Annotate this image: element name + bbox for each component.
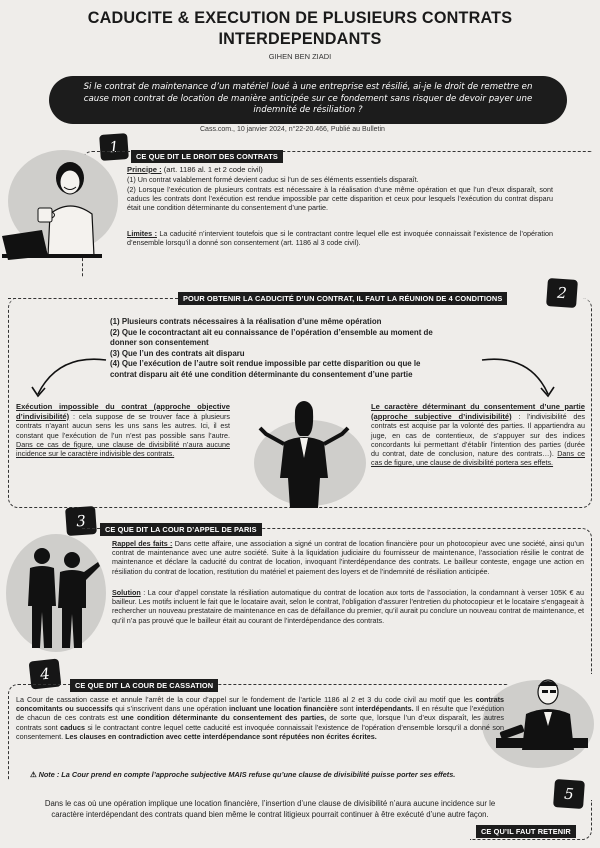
citation: Cass.com., 10 janvier 2024, n°22-20.466, Publié au Bulletin bbox=[200, 126, 385, 133]
section-number-5: 5 bbox=[553, 779, 585, 809]
section4-label: CE QUE DIT LA COUR DE CASSATION bbox=[70, 679, 218, 692]
judge-illustration bbox=[490, 674, 590, 764]
warning-icon: ⚠ bbox=[30, 770, 37, 779]
solution-paragraph: Solution : La cour d’appel constate la résiliation automatique du contrat de location aux torts de l’association, la condamnant à verser 105K € au bailleur. Les motifs incluent le fait que le locataire avait, selon le contrat, l’obligation d’assurer l’entretien du photocopieur et le locataire s’engageait à rechercher un nouveau prestataire de maintenance en cas de défaillance du premier, qu’il aurait pu conclure un nouveau contrat de maintenance, et qu’il n’a pas prouvé que le bailleur était au courant de l’interdépendance des contrats. bbox=[112, 587, 584, 625]
section-number-3: 3 bbox=[65, 506, 97, 536]
principe-heading: Principe : (art. 1186 al. 1 et 2 code civil) bbox=[127, 165, 263, 174]
cassation-paragraph: La Cour de cassation casse et annule l’arrêt de la cour d’appel sur le fondement de l’article 1186 al 2 et 3 du code civil au motif que les contrats concomitants ou successifs qui s’inscrivent dans une opération incluant une location financière sont interdépendants. Il en résulte que l’exécution de chacun de ces contrats est une condition déterminante du consentement des parties, de sorte que, lorsque l’un d’eux disparaît, les autres contrats sont caducs si le contractant contre lequel cette caducité est invoquée connaissait l’existence de l’opération d’ensemble lorsqu’il a donné son consentement. Les clauses en contradiction avec cette interdépendance sont réputées non écrites écrites. bbox=[16, 695, 505, 741]
principe-point-2: (2) Lorsque l’exécution de plusieurs contrats est nécessaire à la réalisation d’une même opération et que l’un d’eux disparaît, sont caducs les contrats dont l’exécution est rendue impossible par cette disparition et ceux pour lesquels l’exécution du contrat disparu était une condition déterminante du consentement d’une partie. bbox=[127, 184, 553, 213]
section3-label: CE QUE DIT LA COUR D’APPEL DE PARIS bbox=[100, 523, 262, 536]
section1-body bbox=[127, 165, 553, 247]
cassation-note: ⚠ Note : La Cour prend en compte l’approche subjective MAIS refuse qu’une clause de divisibilité puisse porter ses effets. bbox=[30, 770, 456, 779]
limites-paragraph: Limites : La caducité n’intervient toutefois que si le contractant contre lequel elle est invoquée connaissait l’existence de l’opération d’ensemble lorsqu’il a donné son consentement (art. 1186 al 3 code civil). bbox=[127, 228, 553, 247]
facts-paragraph: Rappel des faits : Dans cette affaire, une association a signé un contrat de location financière pour un photocopieur avec une société, ainsi qu’un contrat de maintenance avec une autre société. Suite à la liquidation judiciaire du fournisseur de maintenance, l’association résilie le contrat de maintenance et déclare la caducité du contrat de location, invoquant l’interdépendance des contrats. Le bailleur conteste, engage une action en résiliation du contrat de location, restitution du matériel et paiement des loyers et de l’indemnité de résiliation anticipée. bbox=[112, 539, 584, 576]
businesswoman-illustration bbox=[254, 398, 354, 508]
subjective-approach: Le caractère déterminant du consentement d’une partie (approche subjective d’indivisibilité) : l’indivisibilité des contrats est acquise par la volonté des parties. Il appartiendra au juge, en cas de contentieux, de s’appuyer sur des indices concordants lui permettant d’établir l’intention des parties (durée du contrat, date de conclusion, nature des contrats…). Dans ce cas de figure, une clause de divisibilité portera ses effets. bbox=[371, 402, 585, 468]
section1-label: CE QUE DIT LE DROIT DES CONTRATS bbox=[131, 150, 283, 163]
two-men-illustration bbox=[12, 540, 102, 650]
section-number-1: 1 bbox=[99, 133, 129, 161]
section2-frame-top bbox=[8, 298, 178, 299]
principe-point-1: (1) Un contrat valablement formé devient caduc si l’un de ses éléments essentiels disparaît. bbox=[127, 174, 419, 184]
question-box: Si le contrat de maintenance d’un matériel loué à une entreprise est résilié, ai-je le droit de remettre en cause mon contrat de location de manière anticipée sur ce fondement sans risquer de devoir payer une indemnité de résiliation ? bbox=[49, 76, 567, 124]
woman-laptop-illustration bbox=[2, 156, 112, 266]
author: GIHEN BEN ZIADI bbox=[268, 52, 332, 61]
conclusion-text: Dans le cas où une opération implique une location financière, l’insertion d’une clause de divisibilité n’aura aucune incidence sur le caractère interdépendant des contrats quand bien même le contrat litigieux pourrait continuer à être exécuté d’une autre façon. bbox=[44, 799, 496, 819]
section2-label: POUR OBTENIR LA CADUCITÉ D’UN CONTRAT, IL FAUT LA RÉUNION DE 4 CONDITIONS bbox=[178, 292, 507, 305]
arrow-right-icon bbox=[478, 354, 558, 404]
conditions-list: (1) Plusieurs contrats nécessaires à la réalisation d’une même opération (2) Que le cocontractant ait eu connaissance de l’opération d’ensemble au moment de donner son consentement (3) Que l’un des contrats ait disparu (4) Que l’exécution de l’autre soit rendue impossible par cette disparition ou que le contrat disparu ait été une condition déterminante du consentement d’une partie bbox=[110, 317, 433, 379]
section3-body bbox=[112, 539, 584, 625]
section5-label: CE QU’IL FAUT RETENIR bbox=[476, 825, 576, 838]
arrow-left-icon bbox=[28, 354, 108, 404]
section-number-2: 2 bbox=[546, 278, 578, 308]
page-title: CADUCITE & EXECUTION DE PLUSIEURS CONTRATS INTERDEPENDANTS bbox=[87, 9, 513, 49]
objective-approach: Exécution impossible du contrat (approche objective d’indivisibilité) : cela suppose de se trouver face à plusieurs contrats n’ayant aucun sens les uns sans les autres. Ici, il est constant que l’exécution de l’un n’est pas possible sans l’autre. Dans ce cas de figure, une clause de divisibilité n’aura aucune incidence sur le caractère indivisible des contrats. bbox=[16, 402, 230, 459]
section-number-4: 4 bbox=[29, 659, 62, 690]
